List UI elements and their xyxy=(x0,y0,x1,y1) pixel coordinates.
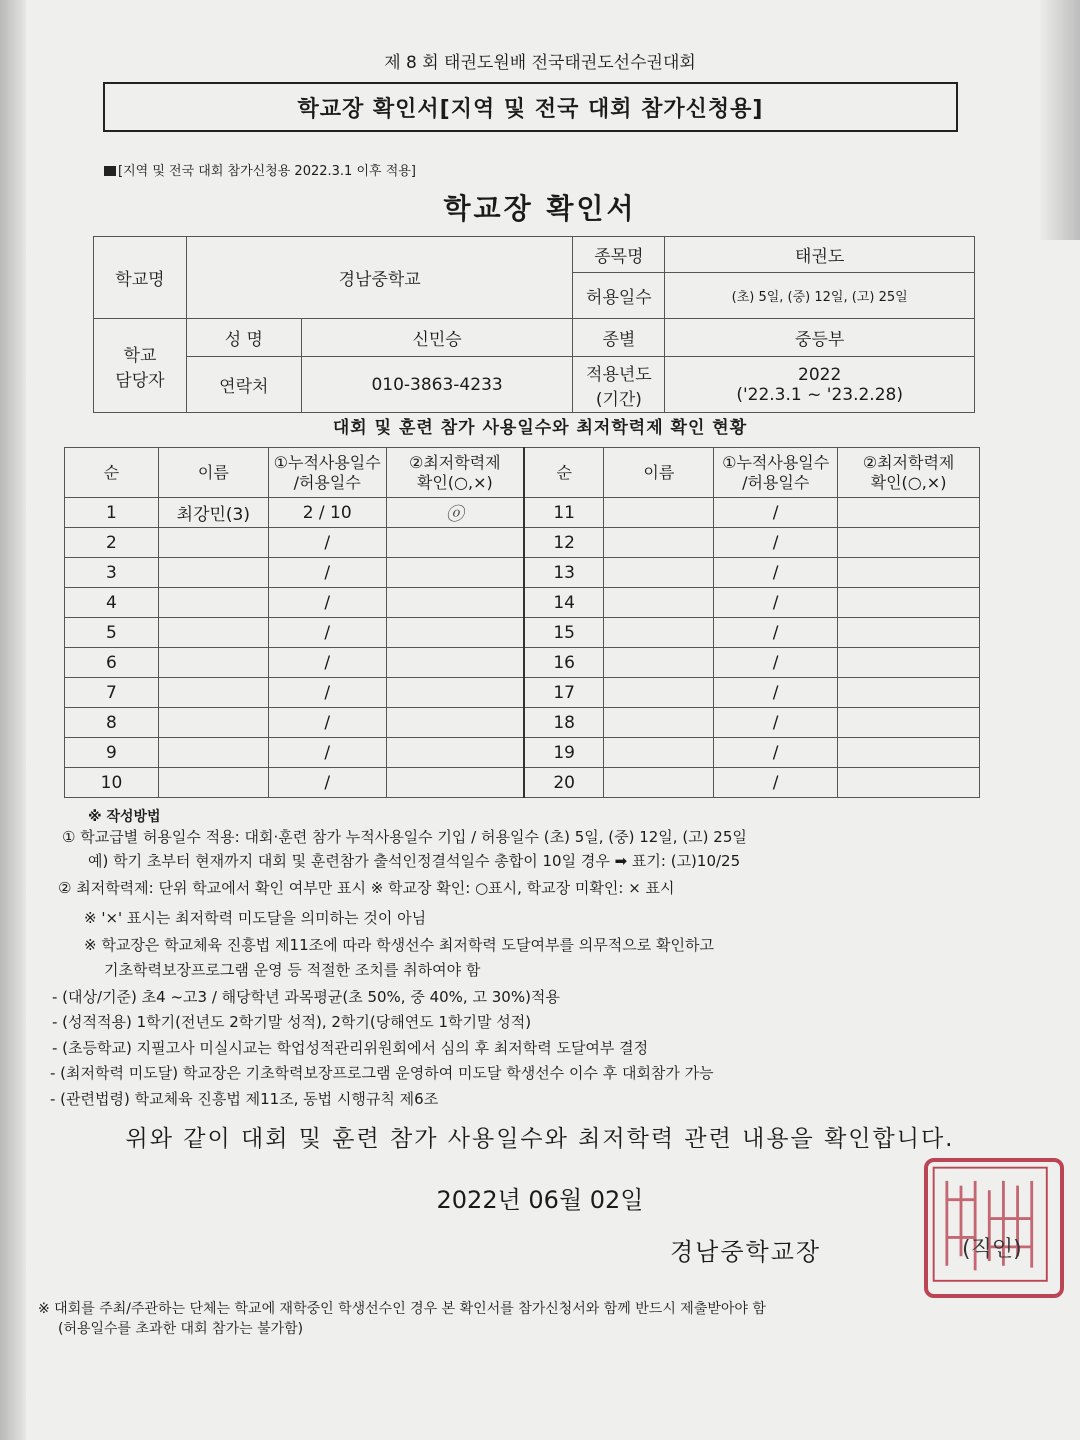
row-days-cell: / xyxy=(268,648,386,678)
allowed-days-label: 허용일수 xyxy=(573,273,665,319)
table-row xyxy=(65,678,980,708)
principal-name: 경남중학교장 xyxy=(670,1238,822,1266)
row-number-cell: 18 xyxy=(524,708,604,738)
row-check-cell xyxy=(838,618,980,648)
division-label: 종별 xyxy=(573,319,665,357)
row-check-cell xyxy=(386,528,524,558)
row-check-cell xyxy=(386,768,524,798)
year-cell xyxy=(665,357,975,413)
confirmation-statement: 위와 같이 대회 및 훈련 참가 사용일수와 최저학력 관련 내용을 확인합니다. xyxy=(125,1126,955,1152)
doc-title: 학교장 확인서 xyxy=(443,192,637,225)
row-days-cell: / xyxy=(714,558,838,588)
row-days-cell: / xyxy=(714,678,838,708)
row-check-cell xyxy=(838,768,980,798)
instruction-line: 예) 학기 초부터 현재까지 대회 및 훈련참가 출석인정결석일수 총합이 10일 경우 ➡ 표기: (고)10/25 xyxy=(88,852,741,870)
document-banner: 학교장 확인서[지역 및 전국 대회 참가신청용] xyxy=(103,82,958,132)
table-row xyxy=(65,558,980,588)
row-days-cell: / xyxy=(268,708,386,738)
row-name-cell xyxy=(158,648,268,678)
row-check-cell xyxy=(838,648,980,678)
row-number-cell: 17 xyxy=(524,678,604,708)
row-days-cell: / xyxy=(268,588,386,618)
row-check-cell xyxy=(386,678,524,708)
instruction-line: - (대상/기준) 초4 ~고3 / 해당학년 과목평균(초 50%, 중 40%, 고 30%)적용 xyxy=(52,988,560,1006)
row-name-cell xyxy=(158,678,268,708)
row-number-cell: 7 xyxy=(65,678,159,708)
footer-note-sub: (허용일수를 초과한 대회 참가는 불가함) xyxy=(58,1321,304,1337)
row-days-cell: 2 / 10 xyxy=(268,498,386,528)
row-number-cell: 1 xyxy=(65,498,159,528)
row-name-cell xyxy=(604,498,714,528)
year-label: 적용년도 (기간) xyxy=(573,357,665,413)
year-value: 2022 xyxy=(798,364,842,385)
row-days-cell: / xyxy=(268,558,386,588)
col-days-header: ①누적사용일수 /허용일수 xyxy=(268,448,386,498)
row-name-cell xyxy=(604,618,714,648)
row-days-cell: / xyxy=(268,618,386,648)
col-name-header: 이름 xyxy=(158,448,268,498)
division-value: 중등부 xyxy=(665,319,975,357)
row-check-cell xyxy=(838,588,980,618)
row-number-cell: 20 xyxy=(524,768,604,798)
row-days-cell: / xyxy=(268,678,386,708)
instruction-line: ※ '×' 표시는 최저학력 미도달을 의미하는 것이 아님 xyxy=(84,909,427,927)
row-check-cell xyxy=(838,528,980,558)
notice-line xyxy=(104,160,416,179)
table-row xyxy=(65,498,980,528)
instruction-line: - (관련법령) 학교체육 진흥법 제11조, 동법 시행규칙 제6조 xyxy=(50,1090,439,1108)
instruction-line: - (초등학교) 지필고사 미실시교는 학업성적관리위원회에서 심의 후 최저학력 도달여부 결정 xyxy=(52,1039,649,1057)
row-name-cell xyxy=(604,558,714,588)
sport-value: 태권도 xyxy=(665,237,975,273)
name-label: 성 명 xyxy=(186,319,301,357)
row-name-cell xyxy=(604,678,714,708)
school-name-label: 학교명 xyxy=(94,237,187,319)
row-number-cell: 11 xyxy=(524,498,604,528)
manager-label: 학교 담당자 xyxy=(94,319,187,413)
row-days-cell: / xyxy=(714,738,838,768)
instruction-line: 기초학력보장프로그램 운영 등 적절한 조치를 취하여야 함 xyxy=(104,961,481,979)
row-check-cell xyxy=(386,588,524,618)
row-name-cell xyxy=(158,588,268,618)
row-number-cell: 9 xyxy=(65,738,159,768)
row-number-cell: 13 xyxy=(524,558,604,588)
name-value: 신민승 xyxy=(301,319,573,357)
row-number-cell: 19 xyxy=(524,738,604,768)
status-title: 대회 및 훈련 참가 사용일수와 최저학력제 확인 현황 xyxy=(332,418,748,438)
row-name-cell xyxy=(158,738,268,768)
allowed-days-value: (초) 5일, (중) 12일, (고) 25일 xyxy=(665,273,975,319)
school-info-table xyxy=(93,236,975,413)
row-check-cell xyxy=(838,708,980,738)
row-name-cell xyxy=(158,768,268,798)
row-name-cell xyxy=(604,738,714,768)
row-check-cell: ⓞ xyxy=(386,498,524,528)
row-number-cell: 3 xyxy=(65,558,159,588)
row-check-cell xyxy=(838,558,980,588)
row-name-cell xyxy=(604,648,714,678)
row-number-cell: 2 xyxy=(65,528,159,558)
table-row xyxy=(65,738,980,768)
instruction-line: - (최저학력 미도달) 학교장은 기초학력보장프로그램 운영하여 미도달 학생선수 이수 후 대회참가 가능 xyxy=(50,1064,714,1082)
row-check-cell xyxy=(386,738,524,768)
row-name-cell xyxy=(604,588,714,618)
row-check-cell xyxy=(386,618,524,648)
row-number-cell: 15 xyxy=(524,618,604,648)
col-no-header: 순 xyxy=(65,448,159,498)
seal-label: (직인) xyxy=(962,1237,1022,1262)
row-number-cell: 16 xyxy=(524,648,604,678)
row-number-cell: 14 xyxy=(524,588,604,618)
row-check-cell xyxy=(838,738,980,768)
row-days-cell: / xyxy=(714,708,838,738)
table-row xyxy=(65,768,980,798)
row-days-cell: / xyxy=(268,768,386,798)
table-row xyxy=(65,588,980,618)
row-days-cell: / xyxy=(714,588,838,618)
table-row xyxy=(65,648,980,678)
notice-text: [지역 및 전국 대회 참가신청용 2022.3.1 이후 적용] xyxy=(118,164,416,179)
document-date: 2022년 06월 02일 xyxy=(436,1186,644,1214)
row-check-cell xyxy=(386,708,524,738)
col-check-header: ②최저학력제 확인(○,×) xyxy=(386,448,524,498)
row-days-cell: / xyxy=(714,498,838,528)
footer-note: ※ 대회를 주최/주관하는 단체는 학교에 재학중인 학생선수인 경우 본 확인서를 참가신청서와 함께 반드시 제출받아야 함 xyxy=(38,1301,766,1317)
row-name-cell: 최강민(3) xyxy=(158,498,268,528)
contact-label: 연락처 xyxy=(186,357,301,413)
row-number-cell: 8 xyxy=(65,708,159,738)
contact-value: 010-3863-4233 xyxy=(301,357,573,413)
table-row xyxy=(65,528,980,558)
row-name-cell xyxy=(604,528,714,558)
row-days-cell: / xyxy=(268,738,386,768)
row-days-cell: / xyxy=(714,768,838,798)
col-check-header: ②최저학력제 확인(○,×) xyxy=(838,448,980,498)
square-bullet-icon xyxy=(104,166,116,176)
instruction-line: ② 최저학력제: 단위 학교에서 확인 여부만 표시 ※ 학교장 확인: ○표시, 학교장 미확인: × 표시 xyxy=(58,879,675,897)
row-days-cell: / xyxy=(714,648,838,678)
row-name-cell xyxy=(604,768,714,798)
instruction-line: ※ 학교장은 학교체육 진흥법 제11조에 따라 학생선수 최저학력 도달여부를 의무적으로 확인하고 xyxy=(84,936,714,954)
row-name-cell xyxy=(158,528,268,558)
row-name-cell xyxy=(158,558,268,588)
row-days-cell: / xyxy=(268,528,386,558)
row-check-cell xyxy=(838,498,980,528)
row-name-cell xyxy=(604,708,714,738)
sport-label: 종목명 xyxy=(573,237,665,273)
row-number-cell: 12 xyxy=(524,528,604,558)
row-check-cell xyxy=(386,648,524,678)
row-number-cell: 6 xyxy=(65,648,159,678)
row-check-cell xyxy=(386,558,524,588)
instructions-heading: ※ 작성방법 xyxy=(88,809,161,825)
col-name-header: 이름 xyxy=(604,448,714,498)
row-check-cell xyxy=(838,678,980,708)
row-days-cell: / xyxy=(714,618,838,648)
instruction-line: ① 학교급별 허용일수 적용: 대회·훈련 참가 누적사용일수 기입 / 허용일수 (초) 5일, (중) 12일, (고) 25일 xyxy=(62,828,747,846)
table-row xyxy=(65,708,980,738)
period-value: ('22.3.1 ~ '23.2.28) xyxy=(736,384,903,405)
event-title: 제 8 회 태권도원배 전국태권도선수권대회 xyxy=(384,53,696,73)
row-number-cell: 5 xyxy=(65,618,159,648)
row-number-cell: 4 xyxy=(65,588,159,618)
school-name-value: 경남중학교 xyxy=(186,237,573,319)
row-number-cell: 10 xyxy=(65,768,159,798)
status-table xyxy=(64,447,980,798)
table-row xyxy=(65,618,980,648)
col-no-header: 순 xyxy=(524,448,604,498)
col-days-header: ①누적사용일수 /허용일수 xyxy=(714,448,838,498)
row-days-cell: / xyxy=(714,528,838,558)
official-seal xyxy=(924,1158,1064,1298)
instruction-line: - (성적적용) 1학기(전년도 2학기말 성적), 2학기(당해연도 1학기말 성적) xyxy=(52,1013,532,1031)
row-name-cell xyxy=(158,708,268,738)
row-name-cell xyxy=(158,618,268,648)
